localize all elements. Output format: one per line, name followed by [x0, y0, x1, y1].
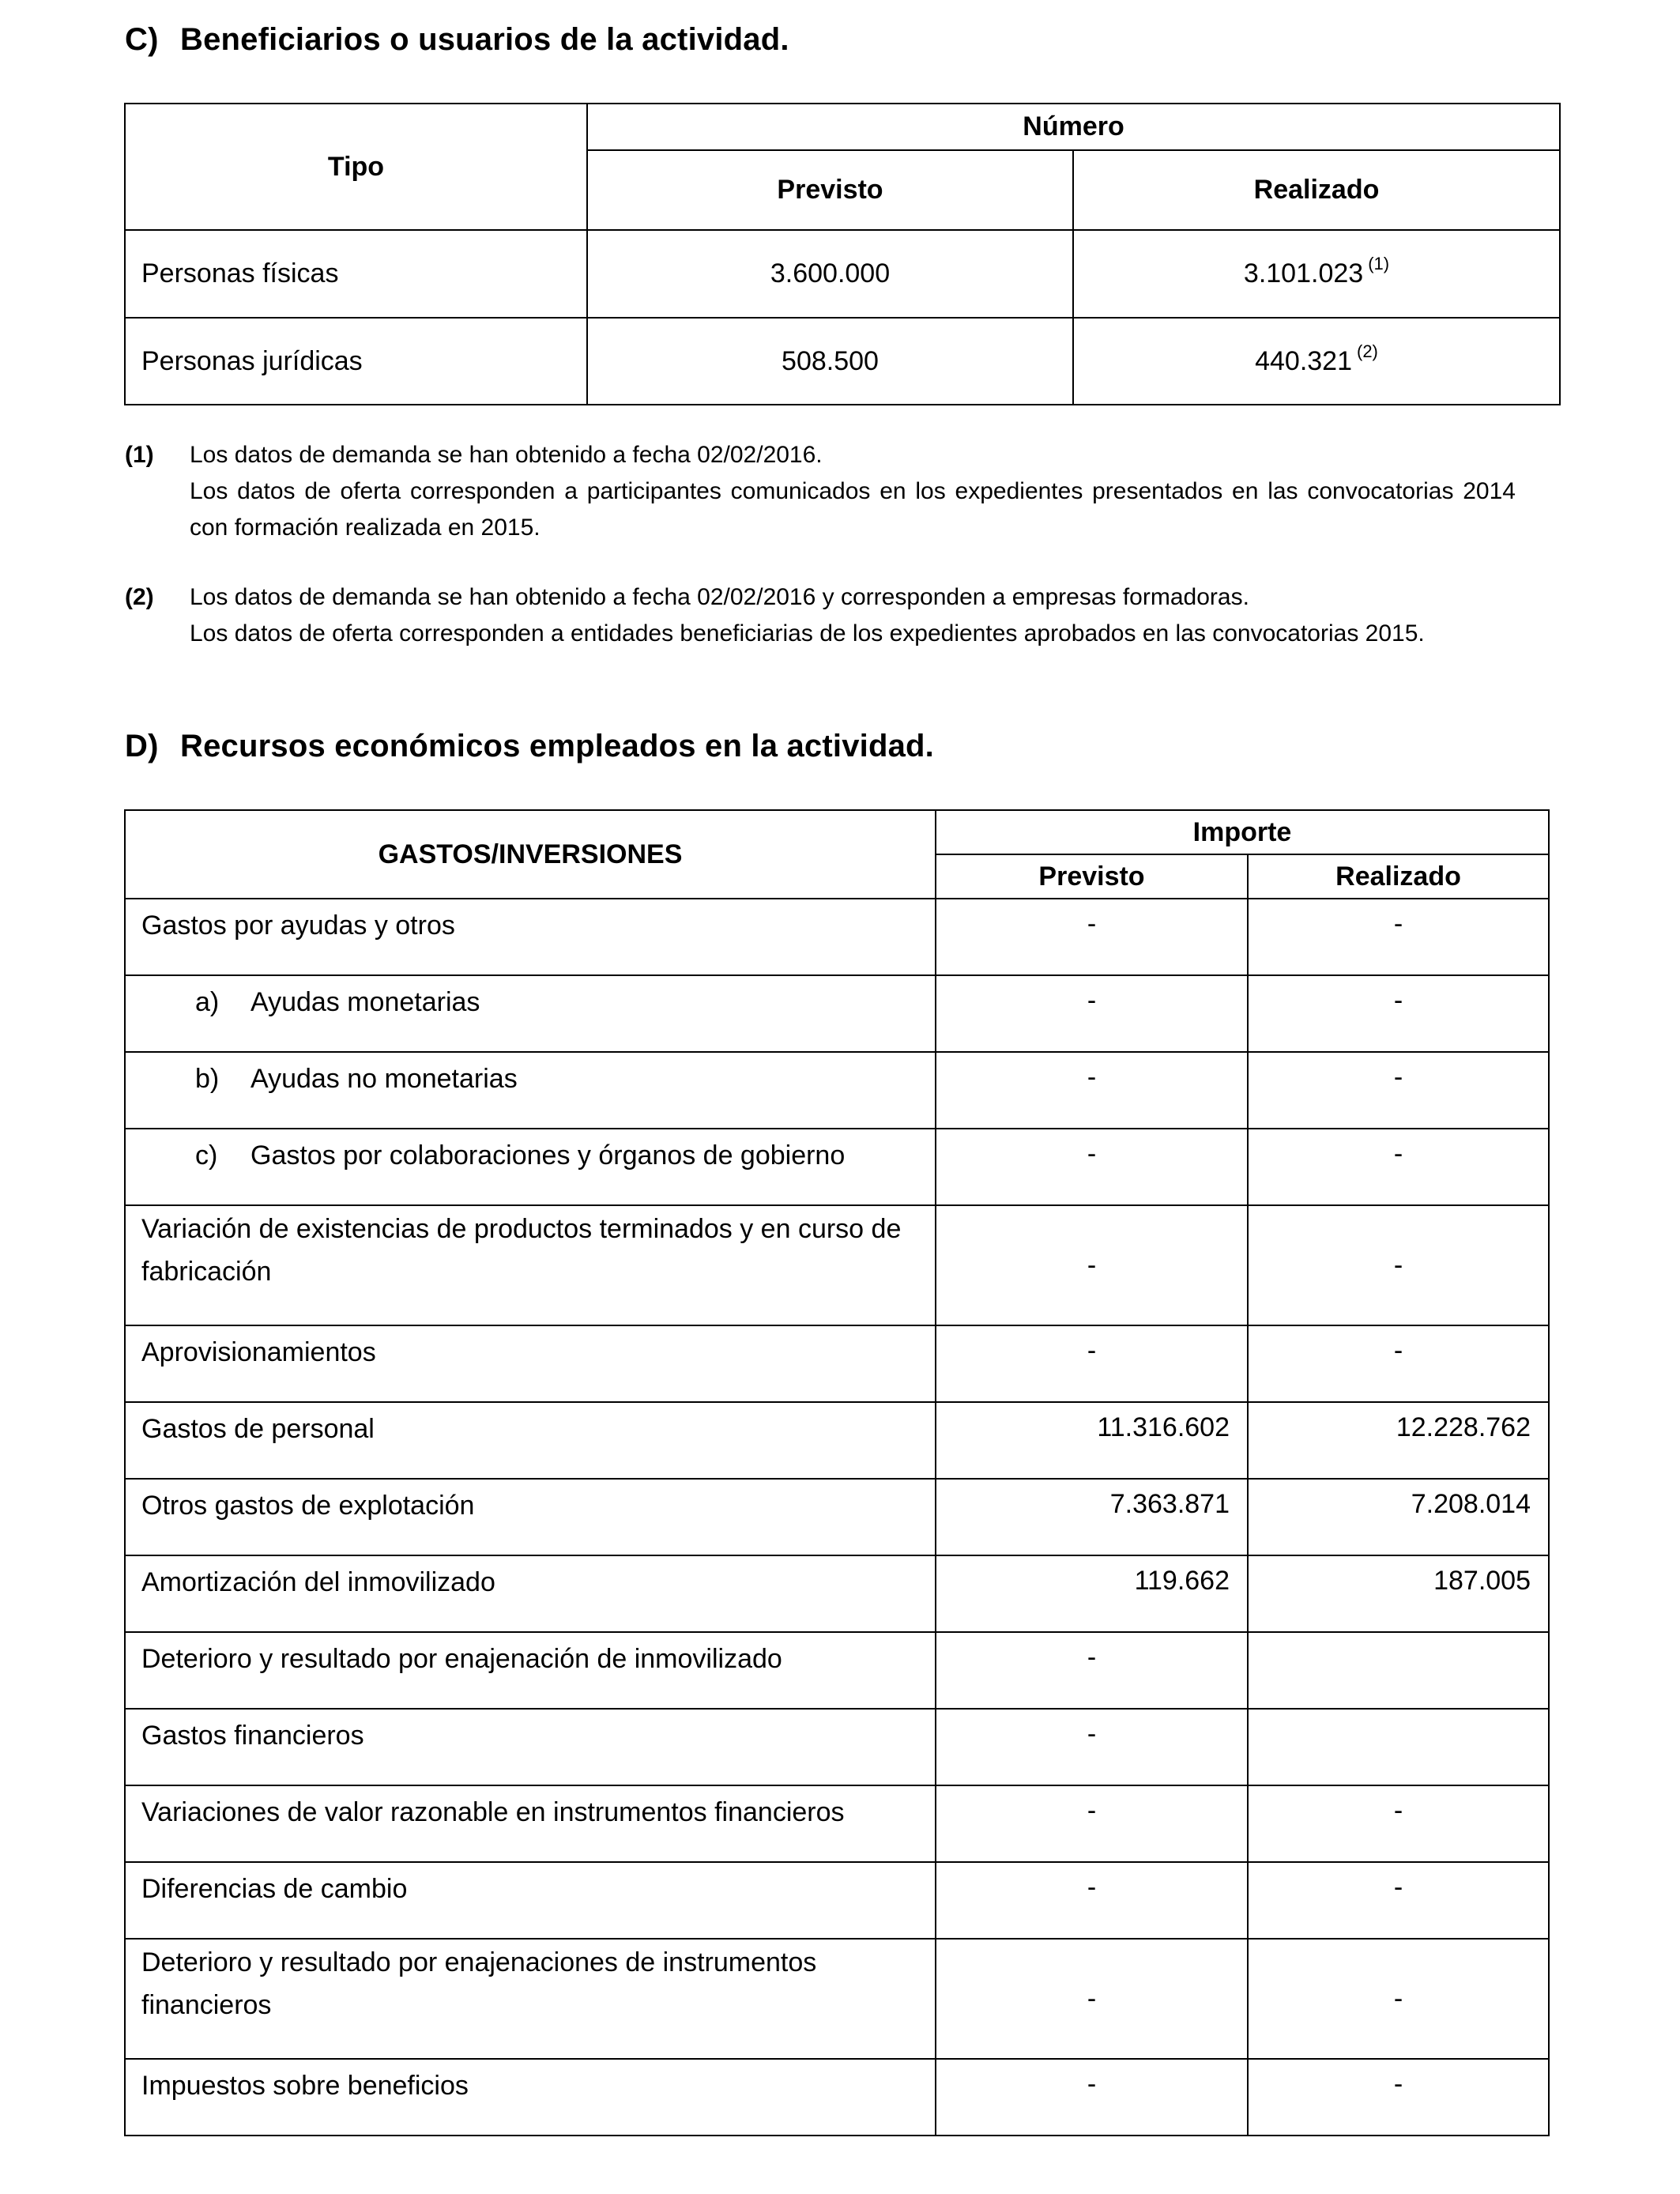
table-row — [125, 1785, 1549, 1862]
cell-previsto: 3.600.000 — [587, 230, 1073, 318]
concepto-text: Ayudas monetarias — [250, 987, 480, 1017]
footnote-mark: (1) — [125, 442, 154, 468]
table-row — [125, 1052, 1549, 1129]
cell-realizado — [1248, 1632, 1549, 1709]
sub-letter: c) — [195, 1140, 218, 1171]
cell-concepto: Otros gastos de explotación — [125, 1479, 936, 1555]
beneficiarios-table — [124, 103, 1561, 405]
cell-realizado: - — [1248, 1052, 1549, 1129]
cell-concepto: Gastos financieros — [125, 1709, 936, 1785]
cell-realizado: - — [1248, 1325, 1549, 1402]
cell-previsto: - — [936, 1939, 1248, 2059]
cell-tipo: Personas físicas — [125, 230, 587, 318]
cell-realizado: - — [1248, 899, 1549, 975]
cell-realizado: 7.208.014 — [1248, 1479, 1549, 1555]
sub-letter: a) — [195, 987, 220, 1017]
concepto-text: Gastos por colaboraciones y órganos de gobierno — [250, 1140, 846, 1171]
cell-concepto: Variación de existencias de productos terminados y en curso de fabricación — [125, 1205, 936, 1325]
cell-previsto: - — [936, 1862, 1248, 1939]
cell-realizado — [1073, 230, 1560, 318]
footnotes — [125, 437, 1516, 652]
header-realizado: Realizado — [1248, 854, 1549, 899]
footnote-ref: (2) — [1357, 341, 1378, 361]
cell-concepto — [125, 975, 936, 1052]
footnote-line: Los datos de demanda se han obtenido a fecha 02/02/2016. — [190, 442, 823, 468]
header-gastos: GASTOS/INVERSIONES — [125, 810, 936, 899]
cell-concepto: Impuestos sobre beneficios — [125, 2059, 936, 2136]
section-c-title-text: Beneficiarios o usuarios de la actividad. — [180, 22, 789, 57]
cell-previsto: 11.316.602 — [936, 1402, 1248, 1479]
header-importe: Importe — [936, 810, 1549, 854]
footnote-line: Los datos de oferta corresponden a participantes comunicados en los expedientes presentados en las convocatorias 2014 con formación realizada en 2015. — [190, 478, 1516, 541]
cell-previsto: 508.500 — [587, 318, 1073, 405]
cell-realizado: - — [1248, 1129, 1549, 1205]
cell-realizado: - — [1248, 1785, 1549, 1862]
cell-previsto: - — [936, 2059, 1248, 2136]
table-row — [125, 1129, 1549, 1205]
cell-realizado — [1073, 318, 1560, 405]
sub-letter: b) — [195, 1064, 220, 1094]
cell-concepto — [125, 1129, 936, 1205]
table-row — [125, 318, 1560, 405]
header-previsto: Previsto — [936, 854, 1248, 899]
recursos-table — [124, 809, 1550, 2136]
cell-concepto: Gastos de personal — [125, 1402, 936, 1479]
table-row — [125, 1939, 1549, 2059]
realizado-value: 440.321 — [1255, 345, 1352, 376]
table-row — [125, 1402, 1549, 1479]
footnote-2 — [125, 579, 1516, 652]
table-row — [125, 1862, 1549, 1939]
cell-concepto — [125, 1052, 936, 1129]
cell-previsto: 7.363.871 — [936, 1479, 1248, 1555]
realizado-value: 3.101.023 — [1243, 258, 1364, 288]
cell-previsto: - — [936, 1052, 1248, 1129]
table-row — [125, 1479, 1549, 1555]
cell-realizado — [1248, 1709, 1549, 1785]
table-row — [125, 899, 1549, 975]
cell-concepto: Aprovisionamientos — [125, 1325, 936, 1402]
header-previsto: Previsto — [587, 150, 1073, 230]
table-row — [125, 1632, 1549, 1709]
cell-concepto: Variaciones de valor razonable en instrumentos financieros — [125, 1785, 936, 1862]
cell-concepto: Deterioro y resultado por enajenación de inmovilizado — [125, 1632, 936, 1709]
cell-previsto: - — [936, 975, 1248, 1052]
section-c-title — [125, 22, 789, 58]
cell-previsto: - — [936, 1325, 1248, 1402]
cell-realizado: 12.228.762 — [1248, 1402, 1549, 1479]
footnote-mark: (2) — [125, 584, 154, 610]
cell-previsto: - — [936, 1785, 1248, 1862]
section-d-title — [125, 729, 934, 764]
header-tipo: Tipo — [125, 104, 587, 230]
cell-concepto: Gastos por ayudas y otros — [125, 899, 936, 975]
section-d-letter: D) — [125, 729, 159, 763]
footnote-ref: (1) — [1368, 254, 1390, 273]
cell-concepto: Amortización del inmovilizado — [125, 1555, 936, 1632]
section-d-title-text: Recursos económicos empleados en la actividad. — [180, 729, 934, 763]
cell-realizado: - — [1248, 1939, 1549, 2059]
section-c-letter: C) — [125, 22, 159, 57]
footnote-1 — [125, 437, 1516, 546]
table-row — [125, 1555, 1549, 1632]
concepto-text: Ayudas no monetarias — [250, 1064, 518, 1094]
cell-tipo: Personas jurídicas — [125, 318, 587, 405]
cell-concepto: Deterioro y resultado por enajenaciones de instrumentos financieros — [125, 1939, 936, 2059]
cell-realizado: 187.005 — [1248, 1555, 1549, 1632]
cell-previsto: - — [936, 1205, 1248, 1325]
cell-previsto: - — [936, 1709, 1248, 1785]
cell-previsto: - — [936, 899, 1248, 975]
table-row — [125, 1205, 1549, 1325]
cell-previsto: - — [936, 1632, 1248, 1709]
table-row — [125, 2059, 1549, 2136]
cell-previsto: - — [936, 1129, 1248, 1205]
cell-realizado: - — [1248, 2059, 1549, 2136]
cell-concepto: Diferencias de cambio — [125, 1862, 936, 1939]
footnote-line: Los datos de demanda se han obtenido a fecha 02/02/2016 y corresponden a empresas formadoras. — [190, 584, 1249, 610]
header-realizado: Realizado — [1073, 150, 1560, 230]
table-row — [125, 1325, 1549, 1402]
footnote-line: Los datos de oferta corresponden a entidades beneficiarias de los expedientes aprobados en las convocatorias 2015. — [190, 620, 1425, 647]
table-row — [125, 975, 1549, 1052]
table-row — [125, 1709, 1549, 1785]
table-row — [125, 230, 1560, 318]
cell-previsto: 119.662 — [936, 1555, 1248, 1632]
header-numero: Número — [587, 104, 1560, 150]
cell-realizado: - — [1248, 1205, 1549, 1325]
cell-realizado: - — [1248, 975, 1549, 1052]
cell-realizado: - — [1248, 1862, 1549, 1939]
